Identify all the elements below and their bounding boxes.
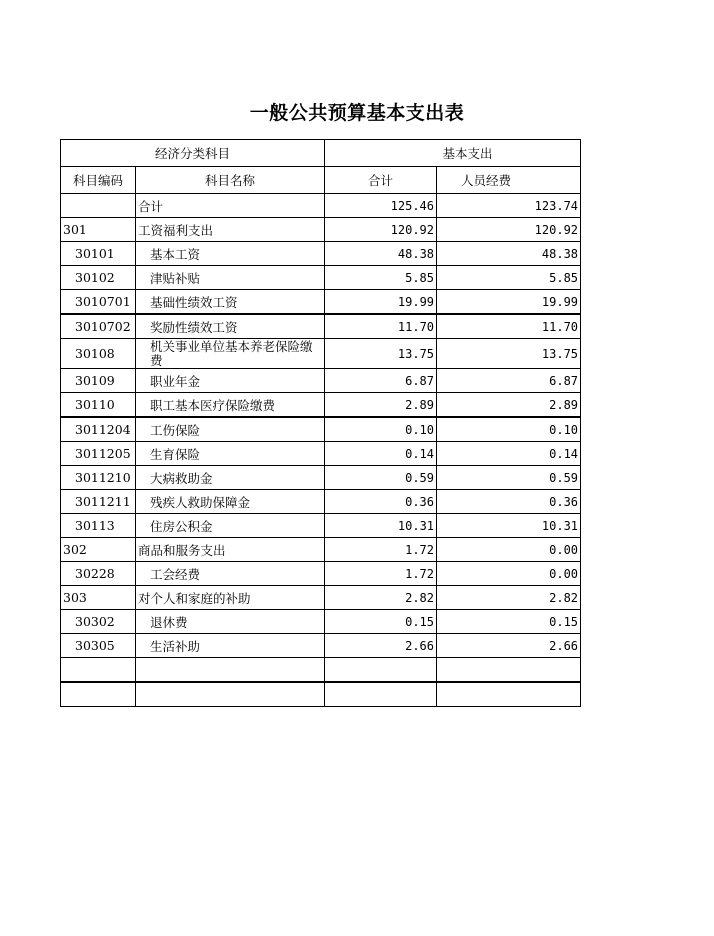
- cell-total: 125.46: [325, 194, 437, 218]
- header-row-group: [61, 140, 581, 167]
- cell-name: 商品和服务支出: [136, 538, 325, 562]
- cell-code: 3010702: [61, 314, 136, 339]
- table-row: [61, 339, 581, 369]
- cell-name: 住房公积金: [136, 514, 325, 538]
- cell-name: 基础性绩效工资: [136, 290, 325, 315]
- table-row: [61, 514, 581, 538]
- cell-total: 2.82: [325, 586, 437, 610]
- cell-total: 19.99: [325, 290, 437, 315]
- page-title: 一般公共预算基本支出表: [249, 102, 465, 124]
- table-row: [61, 218, 581, 242]
- cell-personnel: 0.00: [437, 562, 581, 586]
- cell-name: 工伤保险: [136, 417, 325, 442]
- cell-personnel: 0.10: [437, 417, 581, 442]
- table-row: [61, 290, 581, 315]
- cell-total: 0.15: [325, 610, 437, 634]
- cell-code: 30228: [61, 562, 136, 586]
- cell-code: 3011205: [61, 442, 136, 466]
- header-personnel: 人员经费: [437, 167, 581, 194]
- cell-total: 13.75: [325, 339, 437, 369]
- cell-code: 303: [61, 586, 136, 610]
- cell-personnel: 11.70: [437, 314, 581, 339]
- table-row: [61, 538, 581, 562]
- cell-total: 6.87: [325, 369, 437, 393]
- cell-code: 3011210: [61, 466, 136, 490]
- table-row: [61, 634, 581, 658]
- cell-name: 退休费: [136, 610, 325, 634]
- cell-name: 津贴补贴: [136, 266, 325, 290]
- cell-name: 职业年金: [136, 369, 325, 393]
- cell-personnel: 0.15: [437, 610, 581, 634]
- cell-personnel: 0.59: [437, 466, 581, 490]
- cell-name: 大病救助金: [136, 466, 325, 490]
- cell-name: 对个人和家庭的补助: [136, 586, 325, 610]
- table-row: [61, 417, 581, 442]
- cell-personnel: 13.75: [437, 339, 581, 369]
- cell-code: 30102: [61, 266, 136, 290]
- table-row: [61, 658, 581, 683]
- cell-total: 0.59: [325, 466, 437, 490]
- table-row: [61, 314, 581, 339]
- cell-name: 基本工资: [136, 242, 325, 266]
- cell-personnel: 19.99: [437, 290, 581, 315]
- cell-personnel: 6.87: [437, 369, 581, 393]
- cell-total: 48.38: [325, 242, 437, 266]
- cell-code: 30101: [61, 242, 136, 266]
- cell-code: [61, 658, 136, 683]
- cell-total: 11.70: [325, 314, 437, 339]
- cell-code: [61, 682, 136, 707]
- cell-total: 1.72: [325, 562, 437, 586]
- cell-personnel: [437, 658, 581, 683]
- cell-name: 残疾人救助保障金: [136, 490, 325, 514]
- budget-table-container: [60, 139, 579, 709]
- cell-name: 工资福利支出: [136, 218, 325, 242]
- table-row: [61, 466, 581, 490]
- cell-name: 生活补助: [136, 634, 325, 658]
- cell-name: 工会经费: [136, 562, 325, 586]
- cell-total: 0.36: [325, 490, 437, 514]
- table-row: [61, 490, 581, 514]
- cell-personnel: 0.14: [437, 442, 581, 466]
- cell-name: 生育保险: [136, 442, 325, 466]
- cell-name: [136, 682, 325, 707]
- cell-code: 30113: [61, 514, 136, 538]
- cell-code: 3011204: [61, 417, 136, 442]
- cell-total: [325, 658, 437, 683]
- header-basic-expenditure: 基本支出: [325, 140, 581, 167]
- cell-code: 301: [61, 218, 136, 242]
- cell-personnel: 0.00: [437, 538, 581, 562]
- cell-personnel: 10.31: [437, 514, 581, 538]
- table-row: [61, 369, 581, 393]
- cell-total: [325, 682, 437, 707]
- cell-personnel: 2.82: [437, 586, 581, 610]
- cell-personnel: 2.89: [437, 393, 581, 418]
- table-row: [61, 393, 581, 418]
- cell-code: 30305: [61, 634, 136, 658]
- table-row: [61, 266, 581, 290]
- cell-personnel: 2.66: [437, 634, 581, 658]
- cell-personnel: [437, 682, 581, 707]
- cell-name: 奖励性绩效工资: [136, 314, 325, 339]
- cell-total: 0.14: [325, 442, 437, 466]
- cell-name: 机关事业单位基本养老保险缴费: [136, 339, 325, 369]
- cell-code: 30109: [61, 369, 136, 393]
- cell-code: [61, 194, 136, 218]
- header-code: 科目编码: [61, 167, 136, 194]
- cell-code: 30110: [61, 393, 136, 418]
- header-row-columns: [61, 167, 581, 194]
- table-row: [61, 194, 581, 218]
- table-row: [61, 562, 581, 586]
- cell-personnel: 0.36: [437, 490, 581, 514]
- cell-total: 120.92: [325, 218, 437, 242]
- header-economic-category: 经济分类科目: [61, 140, 325, 167]
- cell-name: 合计: [136, 194, 325, 218]
- cell-code: 3010701: [61, 290, 136, 315]
- cell-personnel: 123.74: [437, 194, 581, 218]
- cell-personnel: 48.38: [437, 242, 581, 266]
- cell-name: 职工基本医疗保险缴费: [136, 393, 325, 418]
- header-name: 科目名称: [136, 167, 325, 194]
- cell-total: 10.31: [325, 514, 437, 538]
- cell-total: 2.66: [325, 634, 437, 658]
- table-row: [61, 242, 581, 266]
- cell-code: 30302: [61, 610, 136, 634]
- cell-code: 3011211: [61, 490, 136, 514]
- cell-total: 0.10: [325, 417, 437, 442]
- cell-personnel: 120.92: [437, 218, 581, 242]
- cell-name: [136, 658, 325, 683]
- cell-personnel: 5.85: [437, 266, 581, 290]
- cell-total: 1.72: [325, 538, 437, 562]
- header-total: 合计: [325, 167, 437, 194]
- cell-code: 302: [61, 538, 136, 562]
- table-row: [61, 586, 581, 610]
- table-row: [61, 610, 581, 634]
- cell-total: 5.85: [325, 266, 437, 290]
- table-row: [61, 682, 581, 707]
- budget-table: [60, 139, 581, 707]
- table-row: [61, 442, 581, 466]
- cell-total: 2.89: [325, 393, 437, 418]
- cell-code: 30108: [61, 339, 136, 369]
